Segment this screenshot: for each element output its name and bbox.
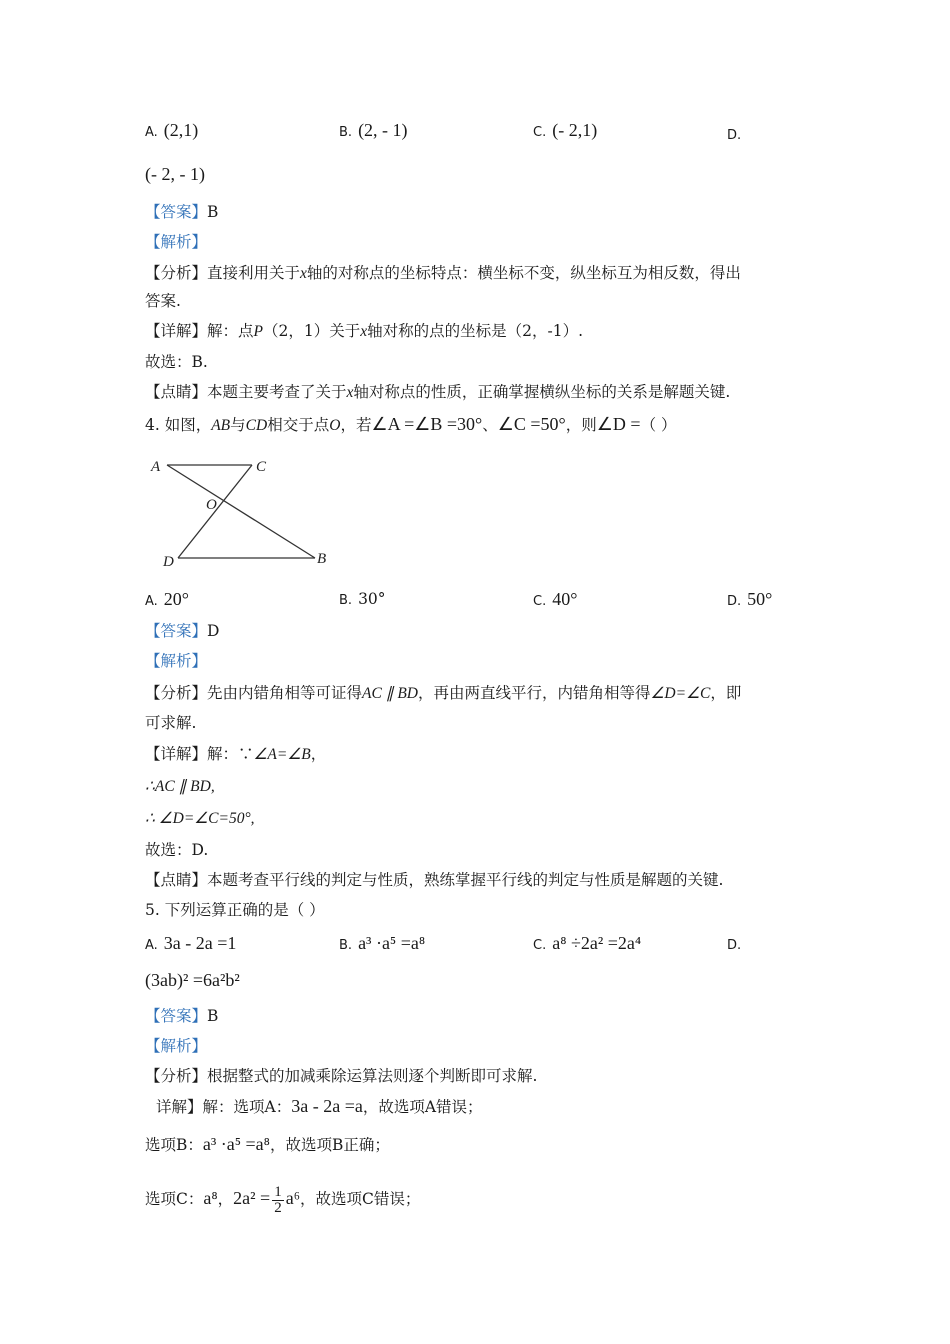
option-label: C. xyxy=(533,125,547,140)
q3-fenxi-line2: 答案. xyxy=(145,292,181,310)
math: ∠A=∠B xyxy=(253,746,311,763)
q3-analysis-tag: 【解析】 xyxy=(145,233,208,251)
option-label: B. xyxy=(339,593,353,608)
math: AC ∥ BD xyxy=(362,685,418,702)
q5-option-d-value: (3ab)² =6a²b² xyxy=(145,970,240,990)
var: CD xyxy=(245,417,268,434)
point-label-o: O xyxy=(206,497,217,513)
math: ∴AC ∥ BD, xyxy=(145,778,215,795)
fraction-numerator: 1 xyxy=(274,1183,282,1200)
option-label: C. xyxy=(533,594,547,609)
q3-option-b xyxy=(339,120,408,143)
q4-fenxi-line2: 可求解. xyxy=(145,714,197,732)
option-value: (2,1) xyxy=(163,120,199,140)
option-value: 30° xyxy=(358,590,386,608)
text: 解：点 xyxy=(207,322,254,340)
var: AB xyxy=(211,417,231,434)
answer-tag: 【答案】 xyxy=(145,1007,208,1025)
q3-option-a xyxy=(145,120,198,143)
detail-tag: 【详解】 xyxy=(145,745,208,763)
answer-value: B xyxy=(207,203,219,221)
option-label: A. xyxy=(145,594,158,609)
math: ∠A =∠B =30° xyxy=(371,414,483,434)
text: ， xyxy=(217,1190,234,1208)
q5-option-c xyxy=(533,933,641,956)
fenxi-tag: 【分析】 xyxy=(145,264,208,282)
q4-option-a xyxy=(145,589,189,612)
option-label: D. xyxy=(727,938,742,953)
option-value: 40° xyxy=(552,589,578,609)
intersecting-lines-diagram xyxy=(145,452,345,577)
var: P xyxy=(253,323,263,340)
math: a³ ·a⁵ =a⁸ xyxy=(202,1134,270,1154)
q5-stem: 5. 下列运算正确的是（ ） xyxy=(145,901,325,919)
point-label-a: A xyxy=(151,459,161,475)
fraction xyxy=(272,1185,284,1216)
option-value: a³ ·a⁵ =a⁸ xyxy=(358,933,426,953)
text: ，故选项C错误； xyxy=(299,1190,421,1208)
q3-option-d xyxy=(727,124,747,146)
point-label-c: C xyxy=(256,459,267,475)
q5-detail xyxy=(156,1096,483,1117)
text: 、 xyxy=(482,416,498,434)
text: 轴对称点的性质，正确掌握横纵坐标的关系是解题关键. xyxy=(353,383,731,401)
point-label-d: D xyxy=(163,554,174,570)
answer-tag: 【答案】 xyxy=(145,203,208,221)
q3-fenxi-line1 xyxy=(145,263,741,284)
var: x xyxy=(346,384,354,401)
q5-option-b-check xyxy=(145,1134,390,1155)
option-value: a⁸ ÷2a² =2a⁴ xyxy=(552,933,642,953)
q5-fenxi xyxy=(145,1066,537,1086)
option-label: B. xyxy=(339,938,353,953)
answer-value: D xyxy=(207,622,220,640)
q4-option-b xyxy=(339,589,386,611)
fraction-denominator: 2 xyxy=(274,1199,282,1216)
math: 3a - 2a =a xyxy=(291,1096,363,1116)
q4-stem xyxy=(145,414,677,436)
q5-option-b xyxy=(339,933,425,956)
text: ，故选项B正确； xyxy=(269,1136,390,1154)
q5-option-a xyxy=(145,933,236,956)
q4-detail xyxy=(145,744,326,765)
answer-tag: 【答案】 xyxy=(145,622,208,640)
option-value: 50° xyxy=(747,589,773,609)
q4-option-d xyxy=(727,589,772,612)
q4-step2 xyxy=(145,808,255,829)
text: （ ） xyxy=(640,416,677,434)
text: 相交于点 xyxy=(267,416,330,434)
math: 2a² = xyxy=(233,1188,271,1208)
math: ∴ ∠D=∠C=50°, xyxy=(145,810,255,827)
text: 本题主要考查了关于 xyxy=(207,383,347,401)
option-value: 3a - 2a =1 xyxy=(163,933,237,953)
q4-review xyxy=(145,870,723,890)
q4-step1 xyxy=(145,776,215,797)
text: 与 xyxy=(230,416,246,434)
option-label: D. xyxy=(727,128,742,143)
option-label: D. xyxy=(727,594,742,609)
point-label-b: B xyxy=(317,551,327,567)
text: ，故选项A错误； xyxy=(362,1098,483,1116)
text: 本题考查平行线的判定与性质，熟练掌握平行线的判定与性质是解题的关键. xyxy=(207,871,724,889)
math: a⁸ xyxy=(203,1188,218,1208)
q3-option-d-value: (- 2, - 1) xyxy=(145,164,205,184)
math: ∠D=∠C xyxy=(650,685,711,702)
text: （2，1）关于 xyxy=(263,322,361,340)
math: ∠D = xyxy=(596,414,641,434)
q3-review xyxy=(145,382,730,403)
text: 选项B： xyxy=(145,1136,203,1154)
option-label: A. xyxy=(145,938,158,953)
q4-analysis-tag: 【解析】 xyxy=(145,652,208,670)
q5-analysis-tag: 【解析】 xyxy=(145,1037,208,1055)
var: O xyxy=(329,417,341,434)
q5-answer xyxy=(145,1006,218,1026)
q5-option-d xyxy=(727,934,747,956)
math: a⁶ xyxy=(285,1188,300,1208)
option-value: 20° xyxy=(163,589,189,609)
review-tag: 【点睛】 xyxy=(145,871,208,889)
text: 4. 如图， xyxy=(145,416,212,434)
option-label: B. xyxy=(339,125,353,140)
q5-option-c-check xyxy=(145,1176,420,1221)
option-label: C. xyxy=(533,938,547,953)
text: ，即 xyxy=(710,684,742,702)
q4-choose: 故选：D. xyxy=(145,841,209,859)
text: 轴的对称点的坐标特点：横坐标不变，纵坐标互为相反数，得出 xyxy=(306,264,741,282)
text: 解：选项A： xyxy=(202,1098,292,1116)
var: x xyxy=(300,265,307,282)
option-value: (2, - 1) xyxy=(358,120,408,140)
text: ，则 xyxy=(565,416,597,434)
answer-value: B xyxy=(207,1007,219,1025)
text: 直接利用关于 xyxy=(207,264,301,282)
math: ∠C =50° xyxy=(497,414,566,434)
text: 轴对称的点的坐标是（2，-1）. xyxy=(367,322,584,340)
detail-tag: 详解】 xyxy=(156,1098,203,1116)
var: x xyxy=(360,323,368,340)
text: ，再由两直线平行，内错角相等得 xyxy=(418,684,651,702)
q4-fenxi-line1 xyxy=(145,683,741,704)
option-label: A. xyxy=(145,125,158,140)
text: 先由内错角相等可证得 xyxy=(207,684,363,702)
q3-answer xyxy=(145,202,218,222)
fenxi-tag: 【分析】 xyxy=(145,1067,208,1085)
text: ，若 xyxy=(340,416,372,434)
q3-detail xyxy=(145,321,583,342)
q4-answer xyxy=(145,621,219,641)
review-tag: 【点睛】 xyxy=(145,383,208,401)
text: 根据整式的加减乘除运算法则逐个判断即可求解. xyxy=(207,1067,538,1085)
q3-option-c xyxy=(533,120,597,143)
q3-choose: 故选：B. xyxy=(145,353,208,371)
text: 解：∵ xyxy=(207,745,254,763)
option-value: (- 2,1) xyxy=(552,120,598,140)
detail-tag: 【详解】 xyxy=(145,322,208,340)
text: 选项C： xyxy=(145,1190,204,1208)
text: ， xyxy=(310,745,327,763)
fenxi-tag: 【分析】 xyxy=(145,684,208,702)
q4-option-c xyxy=(533,589,577,612)
